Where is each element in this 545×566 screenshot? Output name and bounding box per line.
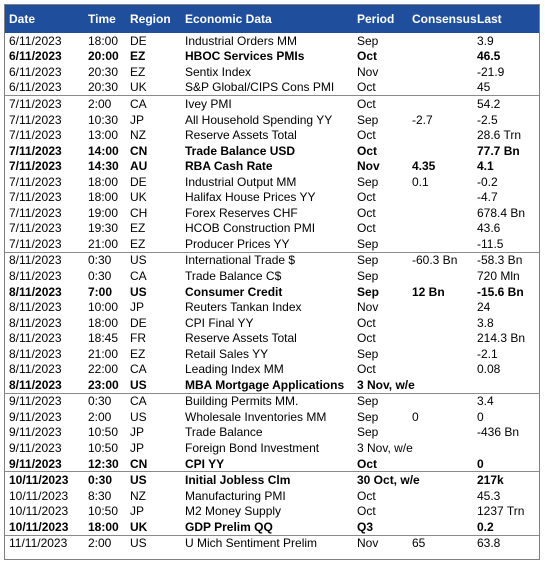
- period-cell: Oct: [357, 488, 376, 503]
- region-cell: JP: [130, 440, 145, 455]
- last-value-cell: 1237 Trn: [477, 504, 525, 519]
- consensus-cell: -2.7: [412, 112, 433, 127]
- indicator-cell: Industrial Orders MM: [185, 33, 298, 48]
- consensus-cell: 12 Bn: [412, 284, 445, 299]
- consensus-cell: [408, 361, 473, 377]
- indicator-cell: CPI Final YY: [185, 315, 254, 330]
- indicator-cell: Building Permits MM.: [181, 393, 353, 409]
- date-cell: 8/11/2023: [9, 346, 62, 361]
- date-cell: 7/11/2023: [9, 190, 62, 205]
- consensus-cell: [408, 503, 473, 519]
- table-row: [5, 425, 539, 441]
- time-cell: 10:50: [88, 425, 119, 440]
- last-value-cell: 678.4 Bn: [477, 205, 526, 220]
- table-row: [5, 361, 539, 377]
- date-cell: 6/11/2023: [9, 33, 62, 48]
- period-cell: Sep: [357, 236, 379, 251]
- date-cell: 8/11/2023: [9, 300, 62, 315]
- consensus-cell: [408, 330, 473, 346]
- region-cell: JP: [130, 504, 145, 519]
- region-cell: DE: [130, 174, 147, 189]
- indicator-cell: Foreign Bond Investment: [185, 440, 320, 455]
- date-cell: 10/11/2023: [9, 519, 69, 534]
- period-cell: Oct: [357, 205, 376, 220]
- table-row: [5, 236, 539, 252]
- region-cell: US: [126, 472, 181, 488]
- indicator-cell: Initial Jobless Clm: [181, 472, 353, 488]
- table-row: [5, 49, 539, 65]
- date-cell: 7/11/2023: [9, 128, 62, 143]
- indicator-cell: Trade Balance USD: [185, 143, 296, 158]
- indicator-cell: Reserve Assets Total: [185, 128, 297, 143]
- last-value-cell: 4.1: [477, 159, 494, 174]
- last-value-cell: 24: [477, 300, 491, 315]
- economic-calendar-table-frame: [4, 4, 540, 560]
- time-cell: 8:30: [88, 488, 112, 503]
- period-cell: Oct: [357, 362, 376, 377]
- table-row: [5, 268, 539, 284]
- date-cell: 11/11/2023: [5, 535, 84, 551]
- last-value-cell: 3.8: [477, 315, 494, 330]
- period-cell: Sep: [357, 268, 379, 283]
- time-cell: 18:00: [88, 190, 119, 205]
- date-cell: 7/11/2023: [9, 174, 62, 189]
- consensus-cell: [408, 488, 473, 504]
- date-cell: 9/11/2023: [9, 440, 62, 455]
- header-row: [5, 5, 539, 33]
- last-value-cell: -436 Bn: [477, 425, 520, 440]
- last-value-cell: 28.6 Trn: [477, 128, 522, 143]
- last-value-cell: -15.6 Bn: [477, 284, 524, 299]
- time-cell: 14:30: [88, 159, 119, 174]
- period-cell: Sep: [357, 409, 379, 424]
- period-cell: Sep: [353, 393, 408, 409]
- indicator-cell: Manufacturing PMI: [185, 488, 286, 503]
- time-cell: 18:00: [88, 519, 119, 534]
- period-cell: 3 Nov, w/e: [357, 440, 413, 455]
- date-cell: 7/11/2023: [5, 96, 84, 112]
- region-cell: DE: [130, 33, 147, 48]
- consensus-cell: [408, 236, 473, 252]
- period-cell: Oct: [357, 221, 376, 236]
- time-cell: 0:30: [84, 472, 126, 488]
- region-cell: DE: [130, 315, 147, 330]
- date-cell: 7/11/2023: [9, 159, 62, 174]
- date-cell: 6/11/2023: [9, 49, 62, 64]
- consensus-cell: [408, 64, 473, 80]
- time-cell: 20:30: [88, 80, 119, 95]
- indicator-cell: RBA Cash Rate: [185, 159, 273, 174]
- header-time: Time: [84, 5, 126, 33]
- time-cell: 18:00: [88, 315, 119, 330]
- table-row: [5, 535, 539, 551]
- consensus-cell: [408, 268, 473, 284]
- consensus-cell: [408, 33, 473, 49]
- last-value-cell: 0: [477, 456, 484, 471]
- date-cell: 10/11/2023: [9, 504, 69, 519]
- date-cell: 8/11/2023: [9, 284, 62, 299]
- last-value-cell: 77.7 Bn: [477, 143, 520, 158]
- period-cell: Oct: [357, 456, 378, 471]
- date-cell: 8/11/2023: [9, 315, 62, 330]
- time-cell: 19:00: [88, 205, 119, 220]
- period-cell: Sep: [357, 425, 379, 440]
- last-value-cell: -2.1: [477, 346, 498, 361]
- consensus-cell: 65: [408, 535, 473, 551]
- consensus-cell: [408, 221, 473, 237]
- region-cell: CA: [130, 268, 147, 283]
- date-cell: 9/11/2023: [9, 456, 62, 471]
- region-cell: UK: [130, 80, 147, 95]
- indicator-cell: Consumer Credit: [185, 284, 283, 299]
- date-cell: 9/11/2023: [9, 425, 62, 440]
- region-cell: US: [130, 409, 147, 424]
- region-cell: US: [130, 377, 147, 392]
- time-cell: 21:00: [88, 236, 119, 251]
- indicator-cell: Forex Reserves CHF: [185, 205, 298, 220]
- last-value-cell: -2.5: [477, 112, 498, 127]
- period-cell: Nov: [353, 535, 408, 551]
- time-cell: 18:45: [88, 331, 119, 346]
- date-cell: 10/11/2023: [9, 488, 69, 503]
- region-cell: UK: [130, 519, 148, 534]
- table-row: [5, 96, 539, 112]
- last-value-cell: 43.6: [477, 221, 501, 236]
- indicator-cell: Industrial Output MM: [185, 174, 297, 189]
- region-cell: US: [126, 535, 181, 551]
- consensus-cell: [408, 189, 473, 205]
- period-cell: Nov: [357, 159, 380, 174]
- period-cell: Sep: [357, 284, 380, 299]
- last-value-cell: 45.3: [477, 488, 501, 503]
- consensus-cell: 4.35: [412, 159, 436, 174]
- indicator-cell: Producer Prices YY: [185, 236, 290, 251]
- table-row: [5, 64, 539, 80]
- time-cell: 2:00: [88, 409, 112, 424]
- table-body: [5, 33, 539, 551]
- time-cell: 12:30: [88, 456, 119, 471]
- table-row: [5, 393, 539, 409]
- header-period: Period: [353, 5, 408, 33]
- date-cell: 8/11/2023: [9, 331, 62, 346]
- consensus-cell: [408, 440, 473, 456]
- last-value-cell: 3.9: [477, 33, 494, 48]
- indicator-cell: HBOC Services PMIs: [185, 49, 305, 64]
- last-value-cell: 45: [477, 80, 491, 95]
- period-cell: Sep: [357, 33, 379, 48]
- period-cell: Oct: [357, 331, 376, 346]
- date-cell: 8/11/2023: [5, 252, 84, 268]
- indicator-cell: GDP Prelim QQ: [185, 519, 273, 534]
- table-row: [5, 503, 539, 519]
- indicator-cell: Retail Sales YY: [185, 346, 269, 361]
- time-cell: 18:00: [88, 33, 119, 48]
- region-cell: CA: [126, 393, 181, 409]
- table-row: [5, 488, 539, 504]
- table-row: [5, 315, 539, 331]
- table-row: [5, 221, 539, 237]
- last-value-cell: -21.9: [477, 64, 505, 79]
- region-cell: CH: [130, 205, 148, 220]
- region-cell: NZ: [130, 488, 146, 503]
- date-cell: 8/11/2023: [9, 268, 62, 283]
- table-row: [5, 112, 539, 128]
- date-cell: 7/11/2023: [9, 236, 62, 251]
- time-cell: 22:00: [88, 362, 119, 377]
- date-cell: 9/11/2023: [9, 409, 62, 424]
- last-value-cell: [473, 377, 539, 393]
- indicator-cell: Trade Balance: [185, 425, 263, 440]
- last-value-cell: 720 Mln: [477, 268, 520, 283]
- indicator-cell: Wholesale Inventories MM: [185, 409, 327, 424]
- last-value-cell: -11.5: [477, 236, 504, 251]
- last-value-cell: -58.3 Bn: [473, 252, 539, 268]
- indicator-cell: All Household Spending YY: [185, 112, 333, 127]
- indicator-cell: MBA Mortgage Applications: [185, 377, 345, 392]
- date-cell: 8/11/2023: [9, 377, 62, 392]
- period-cell: Sep: [357, 174, 379, 189]
- indicator-cell: Trade Balance C$: [185, 268, 282, 283]
- last-value-cell: 217k: [473, 472, 539, 488]
- time-cell: 0:30: [88, 268, 112, 283]
- last-value-cell: 3.4: [473, 393, 539, 409]
- period-cell: Q3: [357, 519, 374, 534]
- period-cell: 30 Oct, w/e: [353, 472, 408, 488]
- table-row: [5, 519, 539, 535]
- table-row: [5, 299, 539, 315]
- period-cell: Nov: [357, 300, 379, 315]
- indicator-cell: U Mich Sentiment Prelim: [181, 535, 353, 551]
- consensus-cell: [408, 80, 473, 96]
- consensus-cell: 0: [412, 409, 419, 424]
- table-row: [5, 80, 539, 96]
- period-cell: Oct: [357, 143, 378, 158]
- date-cell: 7/11/2023: [9, 112, 62, 127]
- consensus-cell: -60.3 Bn: [408, 252, 473, 268]
- period-cell: Sep: [357, 346, 379, 361]
- header-consensus: Consensus: [408, 5, 473, 33]
- period-cell: Oct: [357, 504, 376, 519]
- indicator-cell: Reserve Assets Total: [185, 331, 297, 346]
- table-row: [5, 472, 539, 488]
- table-row: [5, 252, 539, 268]
- time-cell: 2:00: [84, 96, 126, 112]
- consensus-cell: 0.1: [412, 174, 429, 189]
- consensus-cell: [408, 299, 473, 315]
- period-cell: Oct: [357, 49, 378, 64]
- indicator-cell: S&P Global/CIPS Cons PMI: [185, 80, 335, 95]
- header-date: Date: [5, 5, 84, 33]
- header-last: Last: [473, 5, 539, 33]
- table-row: [5, 284, 539, 300]
- date-cell: 9/11/2023: [5, 393, 84, 409]
- consensus-cell: [408, 393, 473, 409]
- time-cell: 19:30: [88, 221, 119, 236]
- consensus-cell: [408, 425, 473, 441]
- indicator-cell: Leading Index MM: [185, 362, 284, 377]
- consensus-cell: [408, 377, 473, 393]
- consensus-cell: [408, 143, 473, 159]
- last-value-cell: -0.2: [477, 174, 498, 189]
- economic-calendar-table: [5, 5, 539, 551]
- indicator-cell: M2 Money Supply: [185, 504, 282, 519]
- time-cell: 10:50: [88, 504, 119, 519]
- time-cell: 10:30: [88, 112, 119, 127]
- region-cell: EZ: [130, 236, 146, 251]
- time-cell: 0:30: [84, 252, 126, 268]
- last-value-cell: -4.7: [477, 190, 498, 205]
- period-cell: 3 Nov, w/e: [357, 377, 415, 392]
- table-row: [5, 346, 539, 362]
- time-cell: 20:00: [88, 49, 119, 64]
- date-cell: 7/11/2023: [9, 221, 62, 236]
- consensus-cell: [408, 456, 473, 472]
- table-row: [5, 377, 539, 393]
- consensus-cell: [408, 127, 473, 143]
- time-cell: 23:00: [88, 377, 119, 392]
- date-cell: 7/11/2023: [9, 143, 62, 158]
- region-cell: EZ: [130, 221, 146, 236]
- consensus-cell: [408, 205, 473, 221]
- header-economic-data: Economic Data: [181, 5, 353, 33]
- region-cell: AU: [130, 159, 148, 174]
- period-cell: Sep: [353, 252, 408, 268]
- consensus-cell: [408, 315, 473, 331]
- table-row: [5, 143, 539, 159]
- region-cell: EZ: [130, 64, 146, 79]
- region-cell: CA: [130, 362, 147, 377]
- consensus-cell: [408, 519, 473, 535]
- last-value-cell: 63.8: [473, 535, 539, 551]
- time-cell: 18:00: [88, 174, 119, 189]
- region-cell: US: [130, 284, 147, 299]
- region-cell: CA: [126, 96, 181, 112]
- period-cell: Oct: [357, 80, 376, 95]
- region-cell: FR: [130, 331, 146, 346]
- last-value-cell: [473, 440, 539, 456]
- last-value-cell: 214.3 Bn: [477, 331, 526, 346]
- time-cell: 20:30: [88, 64, 119, 79]
- table-row: [5, 174, 539, 190]
- indicator-cell: Ivey PMI: [181, 96, 353, 112]
- region-cell: UK: [130, 190, 147, 205]
- date-cell: 6/11/2023: [9, 80, 62, 95]
- region-cell: CN: [130, 456, 148, 471]
- period-cell: Oct: [357, 315, 376, 330]
- header-region: Region: [126, 5, 181, 33]
- region-cell: EZ: [130, 49, 146, 64]
- indicator-cell: Halifax House Prices YY: [185, 190, 316, 205]
- last-value-cell: 0.2: [477, 519, 494, 534]
- time-cell: 0:30: [84, 393, 126, 409]
- last-value-cell: 0: [477, 409, 484, 424]
- time-cell: 10:50: [88, 440, 119, 455]
- time-cell: 14:00: [88, 143, 119, 158]
- date-cell: 7/11/2023: [9, 205, 62, 220]
- region-cell: JP: [130, 112, 145, 127]
- time-cell: 2:00: [84, 535, 126, 551]
- table-row: [5, 189, 539, 205]
- table-row: [5, 33, 539, 49]
- date-cell: 8/11/2023: [9, 362, 62, 377]
- period-cell: Oct: [357, 128, 376, 143]
- last-value-cell: 0.08: [477, 362, 501, 377]
- table-row: [5, 409, 539, 425]
- consensus-cell: [408, 96, 473, 112]
- consensus-cell: [408, 346, 473, 362]
- last-value-cell: 54.2: [473, 96, 539, 112]
- table-row: [5, 330, 539, 346]
- time-cell: 10:00: [88, 300, 119, 315]
- indicator-cell: HCOB Construction PMI: [185, 221, 316, 236]
- indicator-cell: CPI YY: [185, 456, 225, 471]
- indicator-cell: Reuters Tankan Index: [185, 300, 302, 315]
- date-cell: 6/11/2023: [9, 64, 62, 79]
- table-row: [5, 440, 539, 456]
- consensus-cell: [408, 49, 473, 65]
- indicator-cell: Sentix Index: [185, 64, 252, 79]
- region-cell: JP: [130, 425, 145, 440]
- table-row: [5, 127, 539, 143]
- date-cell: 10/11/2023: [5, 472, 84, 488]
- time-cell: 13:00: [88, 128, 119, 143]
- period-cell: Oct: [353, 96, 408, 112]
- table-row: [5, 456, 539, 472]
- region-cell: US: [126, 252, 181, 268]
- indicator-cell: International Trade $: [181, 252, 353, 268]
- region-cell: EZ: [130, 346, 146, 361]
- period-cell: Nov: [357, 64, 379, 79]
- time-cell: 7:00: [88, 284, 113, 299]
- region-cell: NZ: [130, 128, 146, 143]
- period-cell: Sep: [357, 112, 379, 127]
- region-cell: JP: [130, 300, 145, 315]
- period-cell: Oct: [357, 190, 376, 205]
- table-row: [5, 205, 539, 221]
- time-cell: 21:00: [88, 346, 119, 361]
- table-row: [5, 158, 539, 174]
- last-value-cell: 46.5: [477, 49, 501, 64]
- region-cell: CN: [130, 143, 148, 158]
